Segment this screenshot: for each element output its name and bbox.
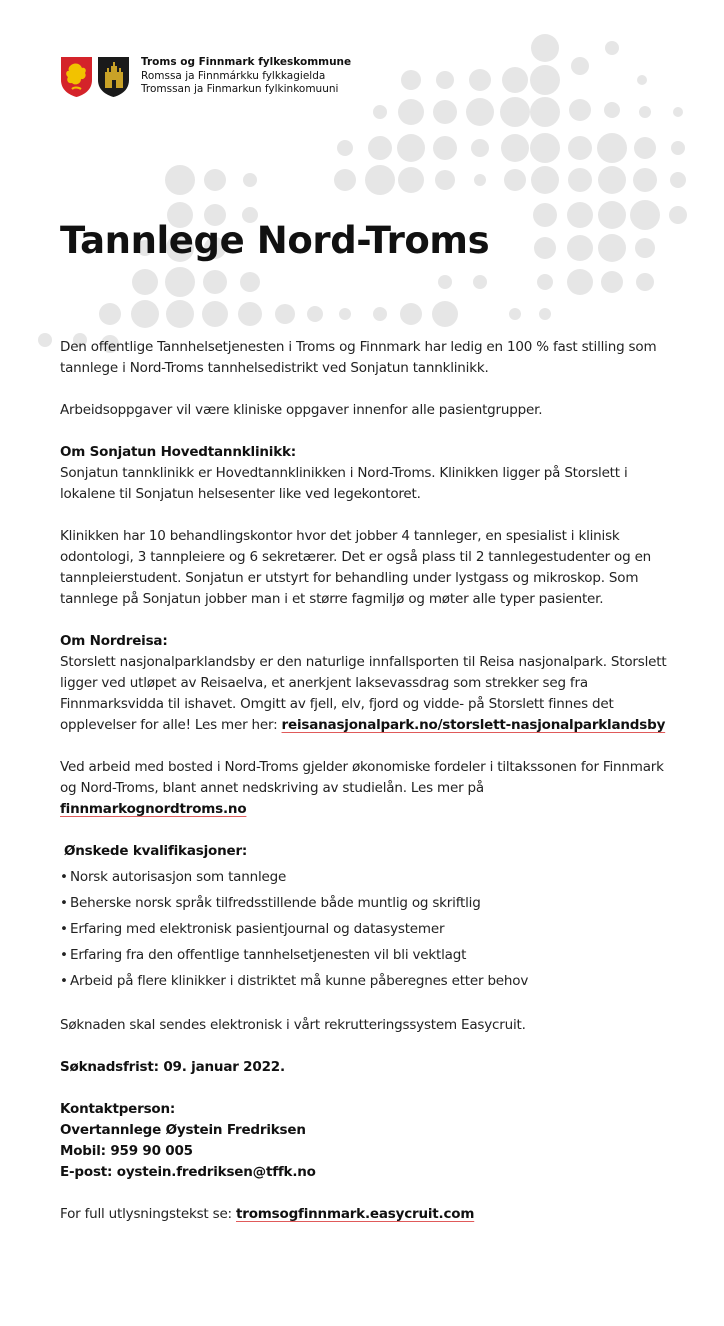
deadline-paragraph: Søknadsfrist: 09. januar 2022.: [60, 1059, 285, 1075]
application-paragraph: Søknaden skal sendes elektronisk i vårt rekrutteringssystem Easycruit.: [60, 1017, 526, 1033]
background-dot: [539, 308, 551, 320]
background-dot: [500, 97, 530, 127]
background-dot: [504, 169, 526, 191]
decorative-dot-pattern: [0, 0, 724, 360]
background-dot: [38, 333, 52, 347]
background-dot: [598, 166, 626, 194]
background-dot: [275, 304, 295, 324]
background-dot: [597, 133, 627, 163]
background-dot: [636, 273, 654, 291]
background-dot: [466, 98, 494, 126]
background-dot: [401, 70, 421, 90]
background-dot: [639, 106, 651, 118]
background-dot: [397, 134, 425, 162]
background-dot: [243, 173, 257, 187]
finnmark-coat-of-arms-icon: [97, 56, 130, 98]
bullet-icon: •: [60, 869, 68, 885]
background-dot: [202, 301, 228, 327]
qualifications-heading: Ønskede kvalifikasjoner:: [64, 843, 248, 859]
background-dot: [530, 133, 560, 163]
background-dot: [598, 234, 626, 262]
background-dot: [471, 139, 489, 157]
list-item: • Beherske norsk språk tilfredsstillende både muntlig og skriftlig: [60, 890, 680, 916]
job-description: [60, 337, 680, 1246]
background-dot: [473, 275, 487, 289]
footer-paragraph: [60, 1204, 680, 1225]
background-dot: [131, 300, 159, 328]
background-dot: [433, 100, 457, 124]
contact-email: E-post: oystein.fredriksen@tffk.no: [60, 1164, 316, 1180]
bullet-icon: •: [60, 973, 68, 989]
finnmarkognordtroms-link[interactable]: finnmarkognordtroms.no: [60, 801, 247, 817]
bullet-icon: •: [60, 921, 68, 937]
background-dot: [204, 169, 226, 191]
contact-name: Overtannlege Øystein Fredriksen: [60, 1122, 306, 1138]
background-dot: [438, 275, 452, 289]
list-item: • Arbeid på flere klinikker i distriktet må kunne påberegnes etter behov: [60, 968, 680, 994]
tasks-paragraph: Arbeidsoppgaver vil være kliniske oppgaver innenfor alle pasientgrupper.: [60, 402, 543, 418]
nordreisa-section: [60, 631, 680, 736]
background-dot: [605, 41, 619, 55]
background-dot: [571, 57, 589, 75]
background-dot: [531, 34, 559, 62]
background-dot: [307, 306, 323, 322]
background-dot: [567, 202, 593, 228]
background-dot: [398, 167, 424, 193]
background-dot: [240, 272, 260, 292]
background-dot: [601, 271, 623, 293]
background-dot: [630, 200, 660, 230]
background-dot: [531, 166, 559, 194]
background-dot: [568, 168, 592, 192]
background-dot: [337, 140, 353, 156]
intro-paragraph: Den offentlige Tannhelsetjenesten i Troms og Finnmark har ledig en 100 % fast stilling som tannlege i Nord-Troms tannhelsedistrikt ved Sonjatun tannklinikk.: [60, 339, 657, 376]
background-dot: [567, 269, 593, 295]
easycruit-link[interactable]: tromsogfinnmark.easycruit.com: [236, 1206, 475, 1222]
background-dot: [132, 269, 158, 295]
background-dot: [203, 270, 227, 294]
background-dot: [537, 274, 553, 290]
clinic-heading: Om Sonjatun Hovedtannklinikk:: [60, 444, 296, 460]
background-dot: [569, 99, 591, 121]
benefits-text: Ved arbeid med bosted i Nord-Troms gjelder økonomiske fordeler i tiltakssonen for Finnmark og Nord-Troms, blant annet nedskriving av studielån. Les mer på: [60, 759, 664, 796]
background-dot: [99, 303, 121, 325]
background-dot: [365, 165, 395, 195]
background-dot: [165, 267, 195, 297]
contact-phone: Mobil: 959 90 005: [60, 1143, 193, 1159]
benefits-section: [60, 757, 680, 820]
background-dot: [501, 134, 529, 162]
background-dot: [436, 71, 454, 89]
bullet-icon: •: [60, 895, 68, 911]
clinic-details-paragraph: Klinikken har 10 behandlingskontor hvor det jobber 4 tannleger, en spesialist i klinisk odontologi, 3 tannpleiere og 6 sekretærer. Det er også plass til 2 tannlegestudenter og en tannpleierstudent. Sonjatun er utstyrt for behandling under lystgass og mikroskop. Som tannlege på Sonjatun jobber man i et større fagmiljø og møter alle typer pasienter.: [60, 528, 652, 607]
background-dot: [530, 65, 560, 95]
list-item: • Erfaring fra den offentlige tannhelsetjenesten vil bli vektlagt: [60, 942, 680, 968]
background-dot: [671, 141, 685, 155]
background-dot: [432, 301, 458, 327]
nordreisa-heading: Om Nordreisa:: [60, 633, 168, 649]
background-dot: [339, 308, 351, 320]
footer-text: For full utlysningstekst se:: [60, 1206, 236, 1222]
org-name-kven: Tromssan ja Finmarkun fylkinkomuuni: [141, 83, 339, 95]
background-dot: [637, 75, 647, 85]
background-dot: [166, 300, 194, 328]
background-dot: [398, 99, 424, 125]
org-name-sami: Romssa ja Finnmárkku fylkkagielda: [141, 69, 326, 82]
background-dot: [509, 308, 521, 320]
background-dot: [530, 97, 560, 127]
nordreisa-text: Storslett nasjonalparklandsby er den naturlige innfallsporten til Reisa nasjonalpark. Storslett ligger ved utløpet av Reisaelva, et anerkjent laksevassdrag som strekker seg fra Finnmarksvidda til ishavet. Omgitt av fjell, elv, fjord og vidde- på Storslett finnes det opplevelser for alle! Les mer her:: [60, 654, 667, 733]
background-dot: [634, 137, 656, 159]
background-dot: [165, 165, 195, 195]
background-dot: [373, 307, 387, 321]
clinic-text: Sonjatun tannklinikk er Hovedtannklinikken i Nord-Troms. Klinikken ligger på Storslett i lokalene til Sonjatun helsesenter like ved legekontoret.: [60, 465, 628, 502]
job-title: Tannlege Nord-Troms: [60, 219, 490, 262]
organization-name: [141, 56, 351, 97]
qualifications-list: [60, 864, 680, 994]
background-dot: [669, 206, 687, 224]
background-dot: [238, 302, 262, 326]
clinic-section: [60, 442, 680, 505]
background-dot: [567, 235, 593, 261]
background-dot: [400, 303, 422, 325]
org-name-norwegian: Troms og Finnmark fylkeskommune: [141, 56, 352, 68]
background-dot: [670, 172, 686, 188]
background-dot: [633, 168, 657, 192]
background-dot: [502, 67, 528, 93]
background-dot: [533, 203, 557, 227]
background-dot: [334, 169, 356, 191]
reisa-nasjonalpark-link[interactable]: reisanasjonalpark.no/storslett-nasjonalparklandsby: [281, 717, 666, 733]
list-item: • Erfaring med elektronisk pasientjournal og datasystemer: [60, 916, 680, 942]
background-dot: [604, 102, 620, 118]
background-dot: [435, 170, 455, 190]
background-dot: [673, 107, 683, 117]
list-item: • Norsk autorisasjon som tannlege: [60, 864, 680, 890]
background-dot: [368, 136, 392, 160]
background-dot: [635, 238, 655, 258]
troms-coat-of-arms-icon: [60, 56, 93, 98]
qualifications-section: [60, 841, 680, 994]
background-dot: [474, 174, 486, 186]
background-dot: [598, 201, 626, 229]
contact-heading: Kontaktperson:: [60, 1101, 176, 1117]
background-dot: [373, 105, 387, 119]
organization-logo: [60, 56, 351, 98]
background-dot: [568, 136, 592, 160]
contact-section: [60, 1099, 680, 1183]
bullet-icon: •: [60, 947, 68, 963]
background-dot: [534, 237, 556, 259]
background-dot: [433, 136, 457, 160]
background-dot: [469, 69, 491, 91]
